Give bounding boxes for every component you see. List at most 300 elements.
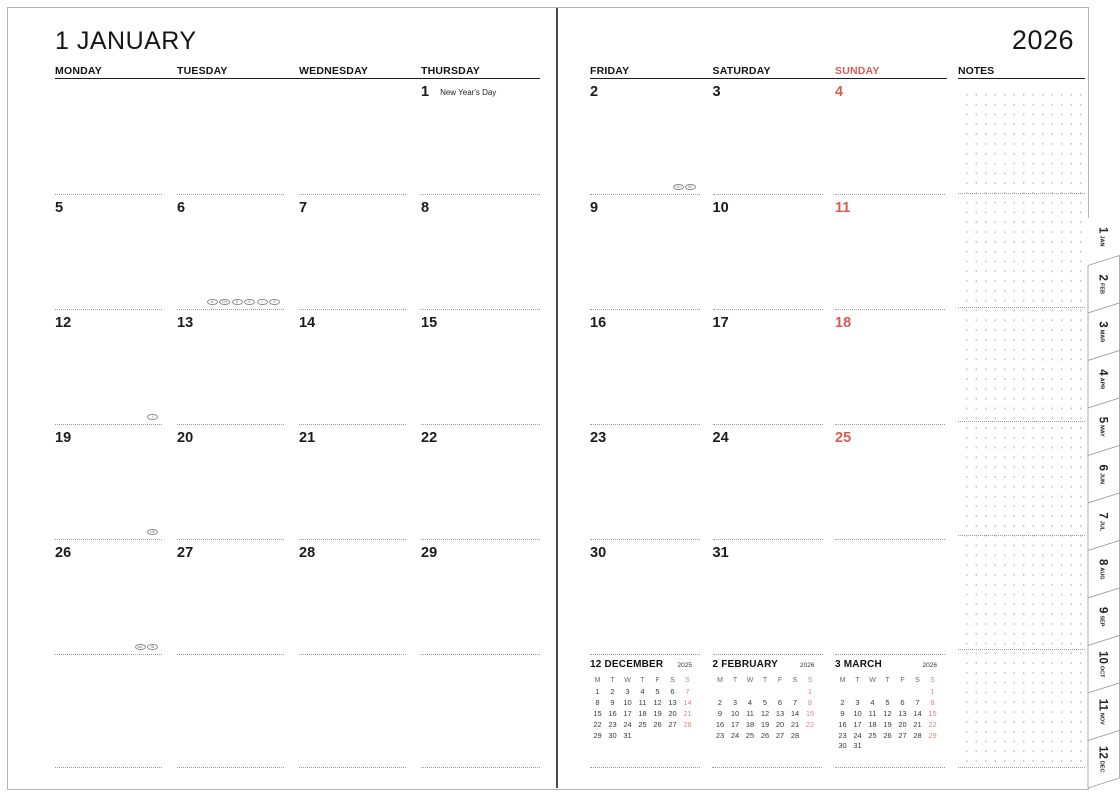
mini-day-number: 10 <box>853 708 862 718</box>
notes-cell[interactable] <box>958 193 1085 307</box>
mini-calendar-header <box>590 659 695 670</box>
mini-day-number: 3 <box>855 697 860 707</box>
day-number: 8 <box>421 200 430 216</box>
empty-day-cell[interactable] <box>299 79 406 194</box>
weekday-label-sunday: SUNDAY <box>835 65 880 77</box>
empty-day-cell[interactable] <box>55 79 162 194</box>
mini-day-number: 25 <box>638 719 647 729</box>
day-cell-2[interactable] <box>590 79 700 194</box>
day-number: 26 <box>55 545 72 561</box>
day-cell-18[interactable] <box>835 309 945 424</box>
mini-day-number: 17 <box>623 708 632 718</box>
mini-day-empty <box>713 687 728 698</box>
day-number: 16 <box>590 315 607 331</box>
day-line <box>55 200 162 216</box>
mini-calendar-march <box>835 659 942 752</box>
day-line <box>299 315 406 331</box>
day-line <box>835 315 945 331</box>
mini-day-number: 15 <box>805 708 815 718</box>
day-line <box>421 545 540 561</box>
mini-day-number: 25 <box>745 730 755 740</box>
mini-dow-label: S <box>685 677 690 684</box>
mini-dow-label: S <box>670 677 675 684</box>
bottom-dotted-line <box>55 767 162 768</box>
mini-day-number: 30 <box>608 730 617 740</box>
day-number: 29 <box>421 545 438 561</box>
day-cell-30[interactable] <box>590 539 700 654</box>
day-number: 2 <box>590 84 599 100</box>
notes-header: NOTES <box>958 65 995 77</box>
mini-dow-label: S <box>930 677 935 684</box>
mini-day-number: 14 <box>683 697 692 707</box>
day-number: 1 <box>421 84 430 100</box>
weekday-label-friday: FRIDAY <box>590 65 630 77</box>
bottom-dotted-line <box>958 767 1085 768</box>
holiday-marker-icon: AU <box>135 644 146 651</box>
day-cell-9[interactable] <box>590 194 700 309</box>
mini-day-number: 13 <box>898 708 907 718</box>
bottom-dotted-line <box>177 767 284 768</box>
holiday-marker-icon: E <box>244 299 255 306</box>
mini-dow-label: T <box>762 677 768 684</box>
mini-day-number: 27 <box>668 719 677 729</box>
holiday-marker-icon: SC <box>685 184 696 191</box>
svg-text:6JUN: 6JUN <box>1096 464 1109 484</box>
mini-day-empty <box>635 731 650 742</box>
notes-cell[interactable] <box>958 421 1085 535</box>
day-line <box>590 315 700 331</box>
mini-day-number: 21 <box>790 719 800 729</box>
day-cell-5[interactable] <box>55 194 162 309</box>
mini-day-number: 20 <box>775 719 785 729</box>
day-line <box>299 430 406 446</box>
mini-day-number: 3 <box>732 697 738 707</box>
day-cell-29[interactable] <box>421 539 540 654</box>
mini-dow-label: S <box>807 677 813 684</box>
day-line <box>177 545 284 561</box>
mini-day-empty <box>910 741 925 752</box>
day-number: 24 <box>712 430 729 446</box>
mini-dow-label: M <box>717 677 723 684</box>
mini-calendar-grid <box>835 676 942 752</box>
day-number: 14 <box>299 315 316 331</box>
mini-day-empty <box>773 687 788 698</box>
mini-day-number: 27 <box>898 730 907 740</box>
holiday-marker-icon: J <box>147 414 158 421</box>
mini-day-number: 22 <box>928 719 937 729</box>
mini-day-number: 26 <box>653 719 662 729</box>
day-number: 18 <box>835 315 852 331</box>
day-line <box>55 545 162 561</box>
holiday-marker-icon: I <box>257 299 268 306</box>
mini-day-number: 28 <box>913 730 922 740</box>
day-number: 10 <box>712 200 729 216</box>
day-line <box>713 84 823 100</box>
mini-day-number: 12 <box>883 708 892 718</box>
notes-column <box>958 79 1085 763</box>
mini-day-empty <box>895 687 910 698</box>
mini-day-number: 5 <box>762 697 768 707</box>
mini-day-number: 19 <box>653 708 662 718</box>
day-cell-10[interactable] <box>713 194 823 309</box>
day-number: 12 <box>55 315 72 331</box>
holiday-marker-icon: CH <box>673 184 684 191</box>
day-number: 31 <box>712 545 729 561</box>
mini-day-number: 11 <box>638 697 647 707</box>
mini-day-number: 25 <box>868 730 877 740</box>
day-line <box>590 545 700 561</box>
day-line <box>713 315 823 331</box>
svg-text:12DEC: 12DEC <box>1096 746 1109 773</box>
day-cell-6[interactable] <box>177 194 284 309</box>
mini-day-number: 29 <box>928 730 937 740</box>
day-line <box>177 315 284 331</box>
day-number: 7 <box>299 200 308 216</box>
mini-dow-label: M <box>839 677 846 684</box>
day-line <box>835 430 945 446</box>
empty-day-cell[interactable] <box>55 654 162 769</box>
day-cell-20[interactable] <box>177 424 284 539</box>
mini-day-number: 28 <box>683 719 692 729</box>
day-line <box>590 430 700 446</box>
day-cell-26[interactable] <box>55 539 162 654</box>
day-cell-23[interactable] <box>590 424 700 539</box>
holiday-marker-icon: D <box>232 299 243 306</box>
mini-day-empty <box>728 687 743 698</box>
day-line <box>713 430 823 446</box>
day-line <box>590 84 700 100</box>
day-cell-13[interactable] <box>177 309 284 424</box>
mini-day-empty <box>880 687 895 698</box>
mini-day-number: 21 <box>683 708 692 718</box>
holiday-marker-icon: CH <box>219 299 230 306</box>
mini-day-empty <box>788 687 803 698</box>
mini-day-number: 10 <box>623 697 632 707</box>
mini-day-empty <box>865 687 880 698</box>
mini-day-number: 26 <box>760 730 770 740</box>
mini-day-empty <box>880 741 895 752</box>
mini-day-number: 24 <box>730 730 740 740</box>
holiday-marker-icon: IN <box>147 644 158 651</box>
mini-dow-label: S <box>792 677 798 684</box>
svg-text:9SEP: 9SEP <box>1096 607 1109 627</box>
weekday-label-saturday: SATURDAY <box>712 65 771 77</box>
weekday-label-tuesday: TUESDAY <box>177 65 228 77</box>
right-weekday-header-row <box>590 60 945 77</box>
day-number: 30 <box>590 545 607 561</box>
mini-calendar-year: 2026 <box>922 662 937 669</box>
mini-day-number: 18 <box>638 708 647 718</box>
mini-day-number: 23 <box>838 730 847 740</box>
mini-day-number: 2 <box>840 697 845 707</box>
day-line <box>299 545 406 561</box>
mini-day-empty <box>650 731 665 742</box>
mini-day-number: 14 <box>913 708 922 718</box>
day-line <box>590 200 700 216</box>
mini-calendar-december <box>590 659 697 741</box>
mini-calendar-year: 2026 <box>800 662 815 669</box>
mini-day-number: 15 <box>593 708 602 718</box>
svg-text:11NOV: 11NOV <box>1096 698 1109 725</box>
mini-day-number: 31 <box>853 741 862 751</box>
day-line <box>713 545 823 561</box>
bottom-dotted-line <box>712 767 822 768</box>
mini-day-number: 15 <box>928 708 937 718</box>
mini-day-number: 24 <box>853 730 862 740</box>
mini-dow-label: T <box>610 677 615 684</box>
holiday-marker-icon: S <box>269 299 280 306</box>
day-cell-16[interactable] <box>590 309 700 424</box>
mini-dow-label: W <box>746 677 754 684</box>
mini-day-number: 20 <box>668 708 677 718</box>
day-cell-4[interactable] <box>835 79 945 194</box>
mini-dow-label: F <box>777 677 783 684</box>
notes-cell[interactable] <box>958 79 1085 193</box>
mini-day-number: 9 <box>610 697 615 707</box>
svg-text:1JAN: 1JAN <box>1096 227 1109 247</box>
notes-cell[interactable] <box>958 535 1085 649</box>
mini-day-number: 9 <box>717 708 723 718</box>
holiday-markers <box>673 184 697 191</box>
mini-day-empty <box>895 741 910 752</box>
day-line <box>55 430 162 446</box>
mini-day-empty <box>910 687 925 698</box>
svg-text:7JUL: 7JUL <box>1096 512 1109 532</box>
month-title: 1 JANUARY <box>55 27 197 55</box>
day-cell-15[interactable] <box>421 309 540 424</box>
day-cell-19[interactable] <box>55 424 162 539</box>
day-number: 28 <box>299 545 316 561</box>
mini-day-number: 23 <box>715 730 725 740</box>
mini-day-empty <box>925 741 940 752</box>
page-gutter <box>556 8 558 788</box>
day-number: 5 <box>55 200 64 216</box>
svg-text:2FEB: 2FEB <box>1096 274 1109 294</box>
mini-day-number: 22 <box>805 719 815 729</box>
mini-day-number: 27 <box>775 730 785 740</box>
mini-day-number: 23 <box>608 719 617 729</box>
mini-calendar-title: 2 FEBRUARY <box>712 659 779 670</box>
bottom-dotted-line <box>421 767 540 768</box>
day-line <box>421 430 540 446</box>
bottom-dotted-line <box>590 767 700 768</box>
mini-day-empty <box>665 731 680 742</box>
day-cell-24[interactable] <box>713 424 823 539</box>
day-line <box>299 200 406 216</box>
month-tab-dec[interactable] <box>1088 731 1120 789</box>
holiday-markers <box>135 644 159 651</box>
day-cell-12[interactable] <box>55 309 162 424</box>
day-number: 20 <box>177 430 194 446</box>
mini-day-empty <box>850 687 865 698</box>
day-line <box>421 84 540 100</box>
mini-day-empty <box>680 731 695 742</box>
day-number: 22 <box>421 430 438 446</box>
notes-cell[interactable] <box>958 307 1085 421</box>
mini-calendar-february <box>713 659 820 741</box>
mini-day-number: 8 <box>930 697 935 707</box>
notes-cell[interactable] <box>958 649 1085 763</box>
left-weekday-header-row <box>55 60 540 77</box>
day-cell-22[interactable] <box>421 424 540 539</box>
mini-day-number: 12 <box>760 708 770 718</box>
mini-dow-label: S <box>915 677 920 684</box>
holiday-marker-icon: A <box>207 299 218 306</box>
day-number: 17 <box>712 315 729 331</box>
mini-dow-label: T <box>855 677 860 684</box>
day-line <box>177 430 284 446</box>
bottom-dotted-line <box>299 767 406 768</box>
mini-dow-label: W <box>624 677 631 684</box>
empty-day-cell[interactable] <box>835 539 945 654</box>
mini-day-number: 18 <box>868 719 877 729</box>
mini-day-number: 1 <box>595 686 600 696</box>
mini-day-empty <box>835 687 850 698</box>
mini-dow-label: T <box>732 677 738 684</box>
svg-text:5MAY: 5MAY <box>1096 416 1109 437</box>
day-cell-7[interactable] <box>299 194 406 309</box>
mini-day-number: 7 <box>915 697 920 707</box>
day-number: 11 <box>835 200 851 216</box>
day-number: 23 <box>590 430 607 446</box>
mini-calendar-grid <box>590 676 697 741</box>
empty-day-cell[interactable] <box>177 79 284 194</box>
mini-day-number: 6 <box>670 686 675 696</box>
holiday-name: New Year's Day <box>440 88 497 97</box>
year-title: 2026 <box>1011 25 1074 55</box>
mini-dow-label: F <box>655 677 660 684</box>
empty-day-cell[interactable] <box>177 654 284 769</box>
weekday-label-monday: MONDAY <box>55 65 102 77</box>
mini-day-number: 2 <box>610 686 615 696</box>
day-cell-14[interactable] <box>299 309 406 424</box>
mini-day-number: 8 <box>807 697 813 707</box>
day-cell-8[interactable] <box>421 194 540 309</box>
mini-day-number: 3 <box>625 686 630 696</box>
mini-day-number: 5 <box>885 697 890 707</box>
day-number: 19 <box>55 430 72 446</box>
mini-dow-label: M <box>594 677 601 684</box>
day-line <box>177 200 284 216</box>
empty-day-cell[interactable] <box>421 654 540 769</box>
day-cell-11[interactable] <box>835 194 945 309</box>
holiday-markers <box>147 529 158 536</box>
mini-dow-label: W <box>869 677 876 684</box>
svg-text:4APR: 4APR <box>1096 369 1109 390</box>
mini-day-number: 4 <box>870 697 875 707</box>
month-tab-strip <box>1087 0 1120 795</box>
mini-day-number: 9 <box>840 708 845 718</box>
day-line <box>835 84 945 100</box>
day-number: 3 <box>712 84 721 100</box>
mini-day-number: 13 <box>668 697 677 707</box>
left-page-day-grid <box>55 79 540 769</box>
mini-day-number: 5 <box>655 686 660 696</box>
day-cell-28[interactable] <box>299 539 406 654</box>
weekday-label-wednesday: WEDNESDAY <box>299 65 369 77</box>
svg-text:10OCT: 10OCT <box>1096 651 1109 678</box>
mini-day-number: 4 <box>747 697 753 707</box>
mini-calendar-header <box>835 659 940 670</box>
day-cell-1[interactable] <box>421 79 540 194</box>
mini-calendar-year: 2025 <box>677 662 692 669</box>
mini-day-number: 16 <box>715 719 725 729</box>
day-cell-25[interactable] <box>835 424 945 539</box>
mini-day-number: 13 <box>775 708 785 718</box>
day-cell-21[interactable] <box>299 424 406 539</box>
mini-day-number: 7 <box>792 697 798 707</box>
mini-day-empty <box>758 687 773 698</box>
mini-day-number: 10 <box>730 708 740 718</box>
day-number: 21 <box>299 430 316 446</box>
day-number: 9 <box>590 200 599 216</box>
mini-day-number: 4 <box>640 686 645 696</box>
day-number: 15 <box>421 315 438 331</box>
mini-day-number: 7 <box>685 686 690 696</box>
mini-day-number: 1 <box>930 686 935 696</box>
day-line <box>421 200 540 216</box>
day-number: 4 <box>835 84 844 100</box>
day-line <box>55 315 162 331</box>
bottom-dotted-line <box>835 767 945 768</box>
day-cell-31[interactable] <box>713 539 823 654</box>
mini-day-number: 17 <box>853 719 862 729</box>
mini-day-number: 30 <box>838 741 847 751</box>
holiday-markers <box>207 299 281 306</box>
mini-day-empty <box>803 731 818 742</box>
mini-day-number: 16 <box>838 719 847 729</box>
day-line <box>421 315 540 331</box>
day-cell-3[interactable] <box>713 79 823 194</box>
mini-day-number: 21 <box>913 719 922 729</box>
mini-day-number: 14 <box>790 708 800 718</box>
mini-calendar-title: 3 MARCH <box>835 659 882 670</box>
svg-text:8AUG: 8AUG <box>1096 558 1109 580</box>
day-number: 27 <box>177 545 194 561</box>
mini-day-number: 8 <box>595 697 600 707</box>
day-cell-27[interactable] <box>177 539 284 654</box>
holiday-marker-icon: US <box>147 529 158 536</box>
mini-day-number: 11 <box>746 708 754 718</box>
mini-day-number: 6 <box>777 697 783 707</box>
mini-day-number: 31 <box>623 730 632 740</box>
mini-day-number: 28 <box>790 730 800 740</box>
mini-calendar-title: 12 DECEMBER <box>590 659 664 670</box>
mini-day-number: 11 <box>868 708 877 718</box>
day-number: 6 <box>177 200 186 216</box>
mini-day-number: 24 <box>623 719 632 729</box>
mini-day-number: 17 <box>730 719 740 729</box>
mini-day-number: 12 <box>653 697 662 707</box>
empty-day-cell[interactable] <box>299 654 406 769</box>
mini-day-number: 22 <box>593 719 602 729</box>
mini-day-number: 26 <box>883 730 892 740</box>
day-line <box>835 200 945 216</box>
mini-day-number: 20 <box>898 719 907 729</box>
mini-dow-label: T <box>885 677 890 684</box>
mini-day-number: 29 <box>593 730 602 740</box>
day-cell-17[interactable] <box>713 309 823 424</box>
mini-calendar-grid <box>713 676 820 741</box>
mini-day-number: 19 <box>883 719 892 729</box>
day-line <box>713 200 823 216</box>
mini-day-number: 18 <box>745 719 755 729</box>
holiday-markers <box>147 414 158 421</box>
mini-day-number: 2 <box>717 697 723 707</box>
day-number: 25 <box>835 430 852 446</box>
mini-day-empty <box>743 687 758 698</box>
mini-calendar-header <box>713 659 818 670</box>
